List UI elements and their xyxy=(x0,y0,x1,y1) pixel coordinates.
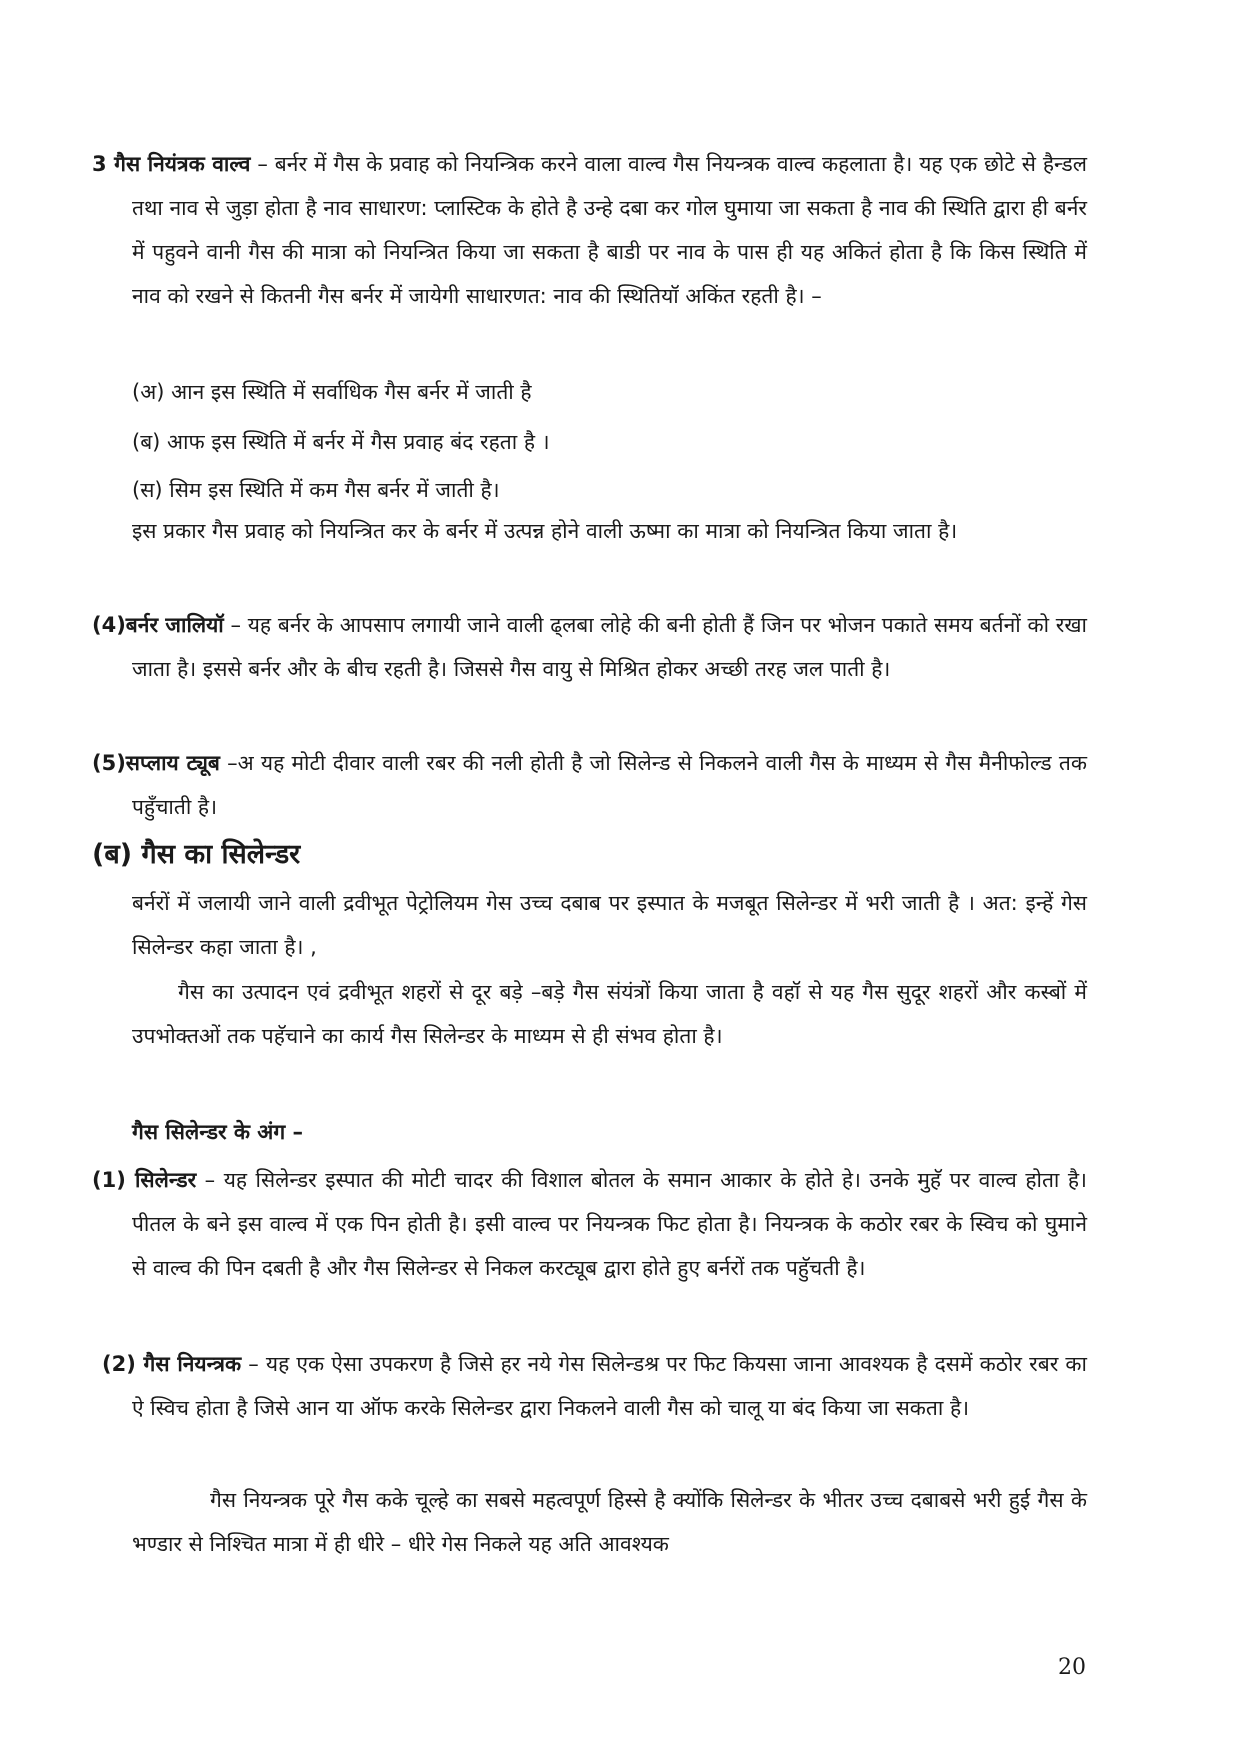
supply-tube-text: –अ यह मोटी दीवार वाली रबर की नली होती है जो सिलेन्ड से निकलने वाली गैस के माध्यम से गैस मैनीफोल्ड तक पहुँचाती है। xyxy=(132,751,1087,819)
gas-cylinder-intro: बर्नरों में जलायी जाने वाली द्रवीभूत पेट्रोलियम गेस उच्च दबाब पर इस्पात के मजबूत सिलेन्डर में भरी जाती है । अत: इन्हें गेस सिलेन्डर कहा जाता है। , xyxy=(132,891,1087,959)
gas-control-valve-text: – बर्नर में गैस के प्रवाह को नियन्त्रिक करने वाला वाल्व गैस नियन्त्रक वाल्व कहलाता है। यह एक छोटे से हैन्डल तथा नाव से जुड़ा होता है नाव साधारण: प्लास्टिक के होते है उन्हे दबा कर गोल घुमाया जा सकता है नाव की स्थिति द्वारा ही बर्नर में पहुवने वानी गैस की मात्रा को नियन्त्रित किया जा सकता है बाडी पर नाव के पास ही यह अकितं होता है कि किस स्थिति में नाव को रखने से कितनी गैस बर्नर में जायेगी साधारणत: नाव की स्थितियॉ अकिंत रहती है। – xyxy=(132,152,1087,308)
supply-tube-paragraph xyxy=(92,741,1087,829)
gas-cylinder-parts-heading: गैस सिलेन्डर के अंग – xyxy=(132,1120,303,1144)
burner-grids-paragraph xyxy=(92,603,1087,691)
option-on: (अ) आन इस स्थिति में सर्वाधिक गैस बर्नर में जाती है xyxy=(132,380,532,404)
burner-grids-text: – यह बर्नर के आपसाप लगायी जाने वाली ढ्लबा लोहे की बनी होती हैं जिन पर भोजन पकाते समय बर्तनों को रखा जाता है। इससे बर्नर और के बीच रहती है। जिससे गैस वायु से मिश्रित होकर अच्छी तरह जल पाती है। xyxy=(132,613,1087,681)
option-off: (ब) आफ इस स्थिति में बर्नर में गैस प्रवाह बंद रहता है । xyxy=(132,430,550,454)
supply-tube-label: (5)सप्लाय ट्यूब xyxy=(92,751,220,775)
gas-regulator-label: (2) गैस नियन्त्रक xyxy=(102,1352,242,1376)
gas-regulator-text: – यह एक ऐसा उपकरण है जिसे हर नये गेस सिलेन्डश्र पर फिट कियसा जाना आवश्यक है दसमें कठोर रबर का ऐ स्विच होता है जिसे आन या ऑफ करके सिलेन्डर द्वारा निकलने वाली गैस को चालू या बंद किया जा सकता है। xyxy=(132,1352,1087,1420)
cylinder-part-text: – यह सिलेन्डर इस्पात की मोटी चादर की विशाल बोतल के समान आकार के होते हे। उनके मुहॅ पर वाल्व होता है। पीतल के बने इस वाल्व में एक पिन होती है। इसी वाल्व पर नियन्त्रक फिट होता है। नियन्त्रक के कठोर रबर के स्विच को घुमाने से वाल्व की पिन दबती है और गैस सिलेन्डर से निकल करट्यूब द्वारा होते हुए बर्नरों तक पहुॅचती है। xyxy=(132,1168,1087,1280)
page-number: 20 xyxy=(1058,1655,1086,1680)
burner-grids-label: (4)बर्नर जालियॉ xyxy=(92,613,224,637)
cylinder-part-paragraph xyxy=(92,1158,1087,1290)
gas-regulator-paragraph xyxy=(92,1342,1087,1430)
gas-cylinder-production: गैस का उत्पादन एवं द्रवीभूत शहरों से दूर बड़े –बड़े गैस संयंत्रों किया जाता है वहॉ से यह गैस सुदूर शहरों और कस्बों में उपभोक्तओं तक पहॅचाने का कार्य गैस सिलेन्डर के माध्यम से ही संभव होता है। xyxy=(132,980,1087,1048)
gas-regulator-importance: गैस नियन्त्रक पूरे गैस कके चूल्हे का सबसे महत्वपूर्ण हिस्से है क्योंकि सिलेन्डर के भीतर उच्च दबाबसे भरी हुई गैस के भण्डार से निश्चित मात्रा में ही धीरे – धीरे गेस निकले यह अति आवश्यक xyxy=(132,1488,1087,1556)
cylinder-part-label: (1) सिलेन्डर xyxy=(92,1168,197,1192)
gas-control-valve-paragraph xyxy=(92,142,1087,318)
option-sim: (स) सिम इस स्थिति में कम गैस बर्नर में जाती है। xyxy=(132,478,500,502)
gas-cylinder-heading: (ब) गैस का सिलेन्डर xyxy=(92,839,301,870)
gas-control-valve-label: 3 गैस नियंत्रक वाल्व xyxy=(92,152,251,176)
gas-control-conclusion: इस प्रकार गैस प्रवाह को नियन्त्रित कर के बर्नर में उत्पन्न होने वाली ऊष्मा का मात्रा को नियन्त्रित किया जाता है। xyxy=(132,519,958,543)
